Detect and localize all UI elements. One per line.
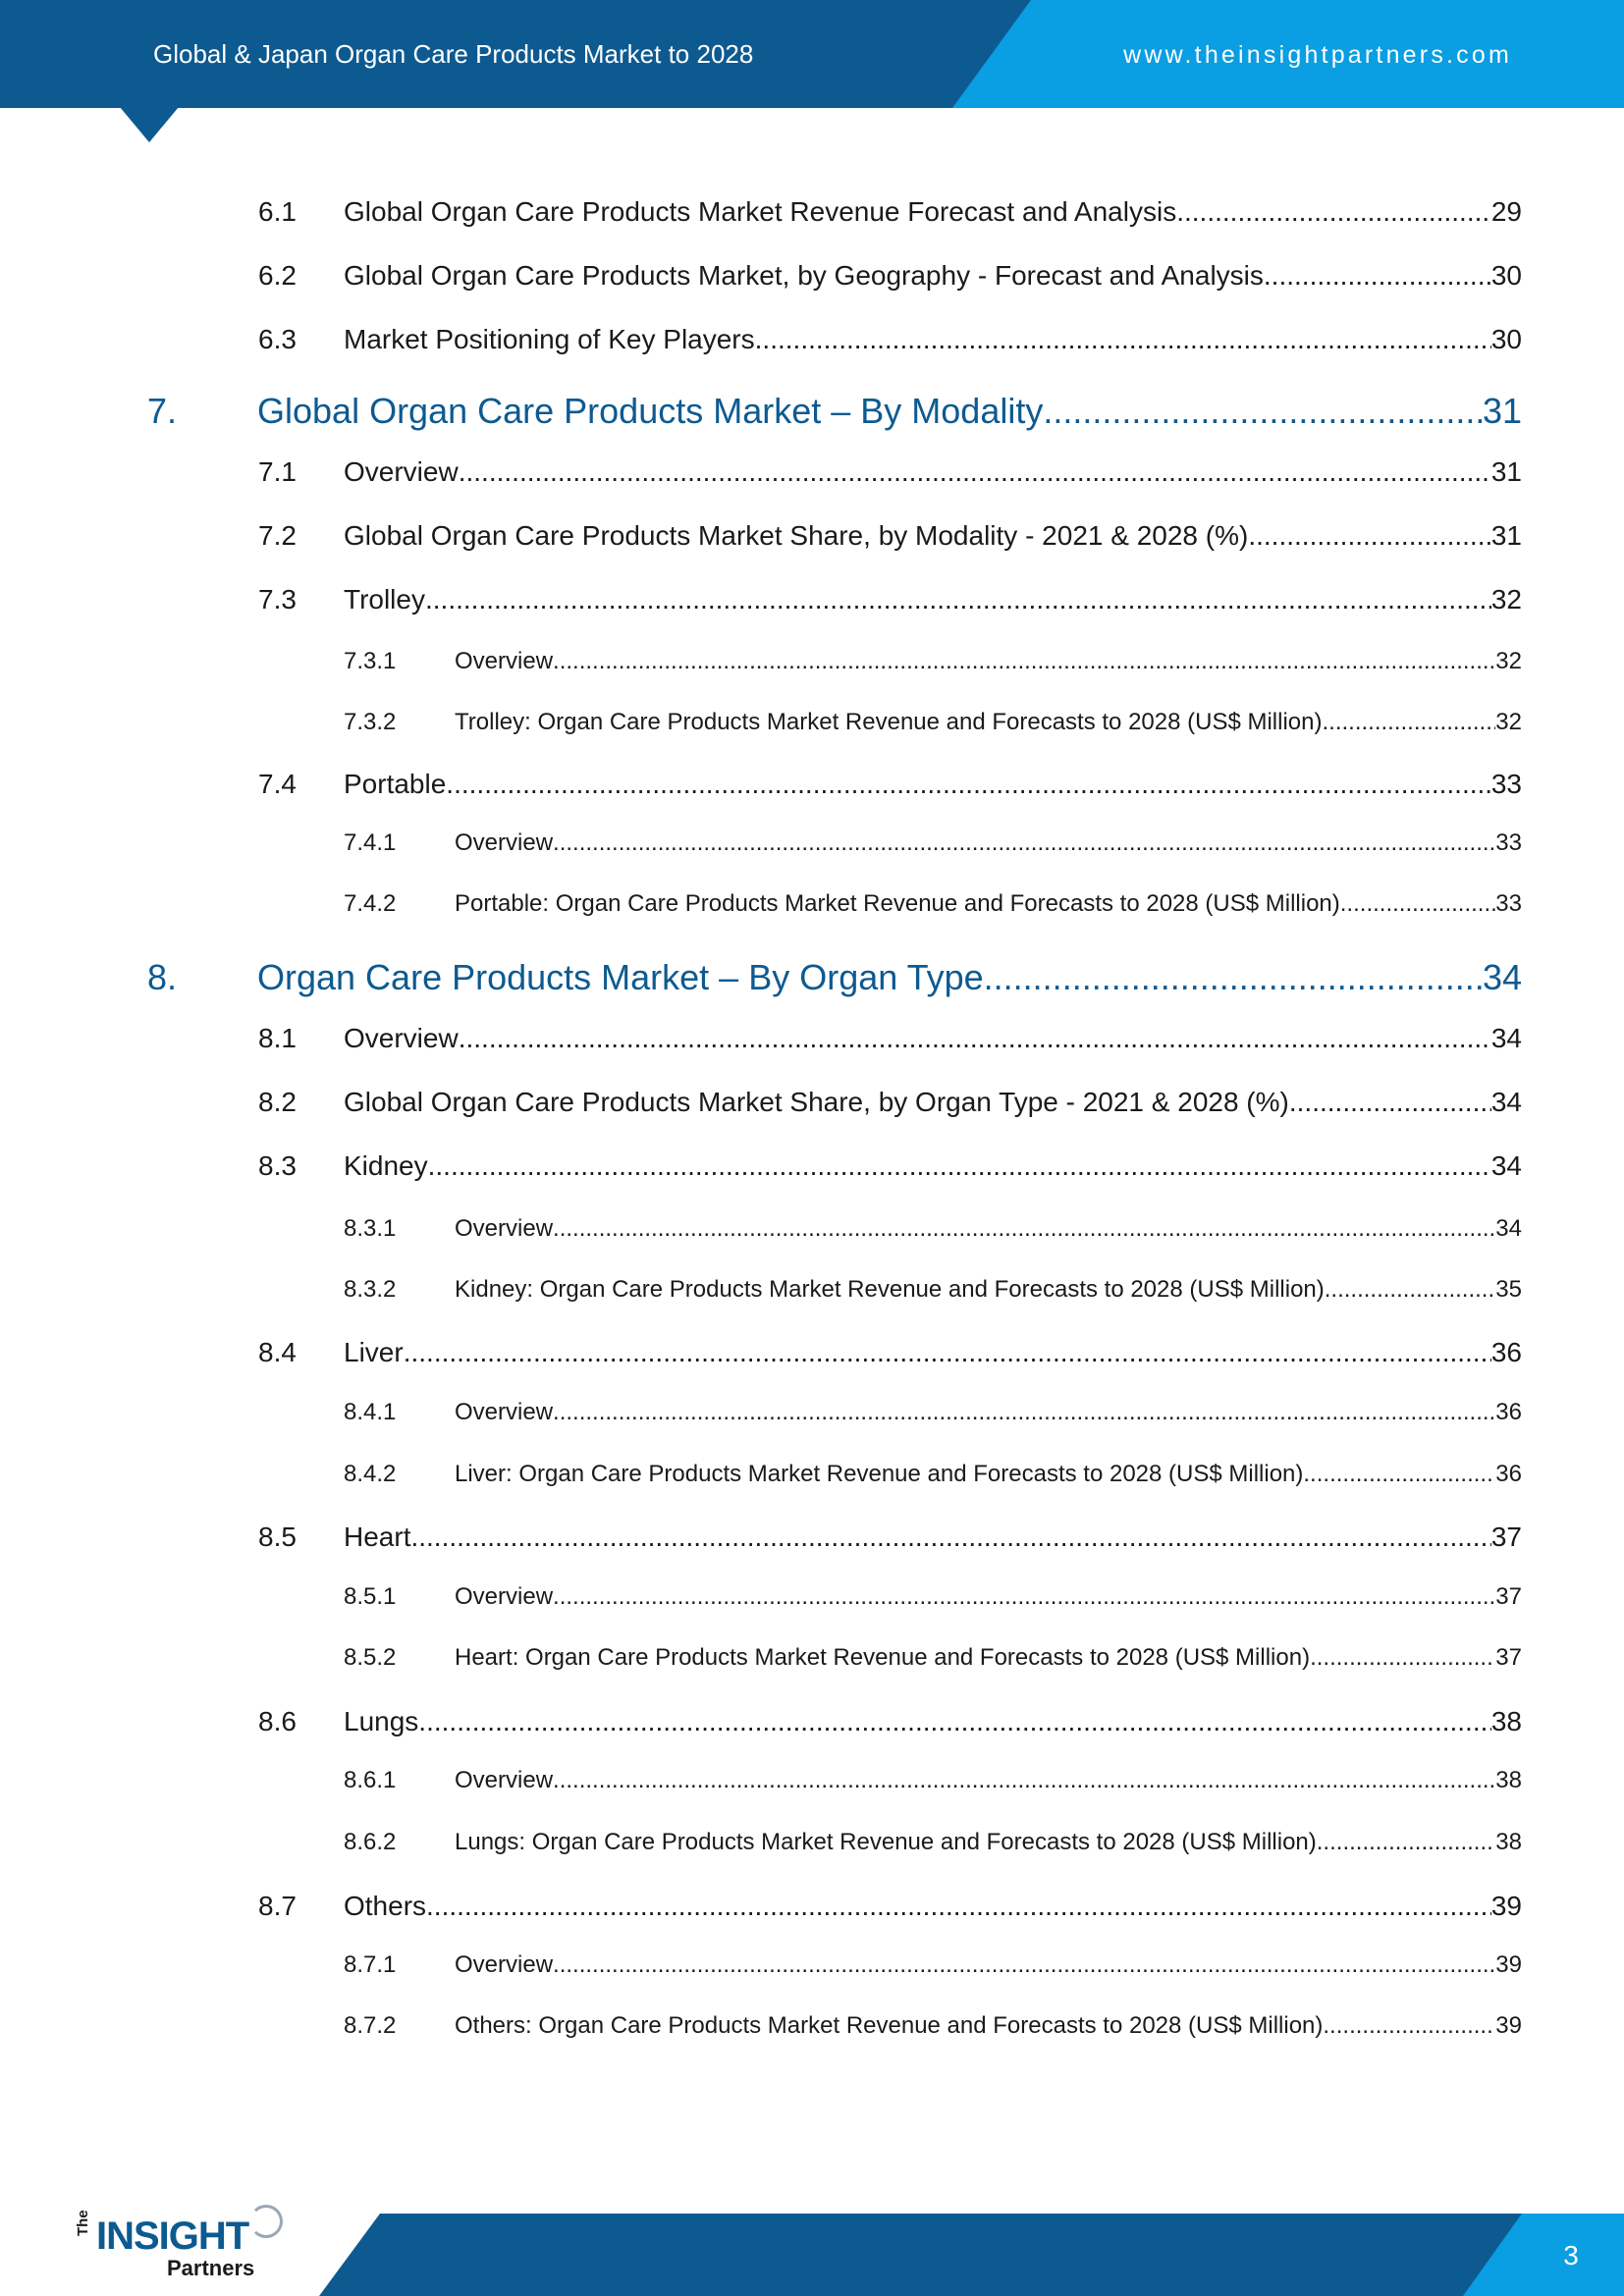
toc-leader-dots xyxy=(1323,2012,1495,2040)
toc-entry-page: 39 xyxy=(1495,1951,1522,1978)
toc-entry-number: 7. xyxy=(147,391,178,431)
toc-entry-page: 37 xyxy=(1495,1583,1522,1610)
toc-entry-level-2[interactable] xyxy=(258,456,1522,488)
toc-entry-level-3[interactable] xyxy=(344,648,1522,675)
toc-entry-level-1[interactable] xyxy=(147,957,1522,998)
toc-leader-dots xyxy=(553,1215,1495,1243)
toc-entry-level-3[interactable] xyxy=(344,1399,1522,1426)
toc-entry-page: 38 xyxy=(1495,1829,1522,1855)
toc-entry-title: Liver: Organ Care Products Market Revenue and Forecasts to 2028 (US$ Million) xyxy=(455,1461,1304,1487)
toc-entry-level-2[interactable] xyxy=(258,584,1522,615)
toc-leader-dots xyxy=(446,769,1491,800)
toc-entry-level-2[interactable] xyxy=(258,1023,1522,1054)
toc-entry-number: 7.3.2 xyxy=(344,709,397,735)
toc-entry-page: 30 xyxy=(1490,324,1522,354)
toc-entry-number: 8.7 xyxy=(258,1891,297,1921)
toc-entry-page: 32 xyxy=(1490,584,1522,614)
toc-entry-number: 8.7.2 xyxy=(344,2012,397,2039)
report-title: Global & Japan Organ Care Products Market to 2028 xyxy=(153,39,754,69)
logo-swoosh-icon xyxy=(249,2205,283,2238)
toc-leader-dots xyxy=(1264,260,1491,292)
toc-entry-title: Overview xyxy=(455,1399,554,1425)
toc-entry-number: 7.3.1 xyxy=(344,648,397,674)
toc-entry-level-3[interactable] xyxy=(344,709,1522,736)
toc-entry-page: 33 xyxy=(1490,769,1522,799)
toc-entry-title: Global Organ Care Products Market – By Modality xyxy=(257,391,1044,431)
toc-entry-page: 36 xyxy=(1495,1461,1522,1487)
toc-entry-number: 8.6.1 xyxy=(344,1767,397,1793)
toc-entry-page: 31 xyxy=(1490,520,1522,551)
toc-leader-dots xyxy=(1317,1829,1496,1856)
toc-entry-page: 34 xyxy=(1490,1023,1522,1053)
toc-entry-number: 8.4 xyxy=(258,1337,297,1367)
toc-entry-page: 39 xyxy=(1495,2012,1522,2039)
toc-entry-level-2[interactable] xyxy=(258,196,1522,228)
toc-entry-number: 6.2 xyxy=(258,260,297,291)
toc-entry-page: 33 xyxy=(1495,829,1522,856)
toc-leader-dots xyxy=(1043,391,1483,432)
toc-entry-page: 37 xyxy=(1495,1644,1522,1671)
toc-leader-dots xyxy=(553,829,1495,857)
toc-entry-number: 7.3 xyxy=(258,584,297,614)
toc-entry-level-2[interactable] xyxy=(258,1337,1522,1368)
toc-entry-page: 35 xyxy=(1495,1276,1522,1303)
toc-entry-title: Lungs: Organ Care Products Market Revenue and Forecasts to 2028 (US$ Million) xyxy=(455,1829,1317,1855)
toc-entry-number: 8.2 xyxy=(258,1087,297,1117)
toc-entry-level-2[interactable] xyxy=(258,520,1522,552)
toc-leader-dots xyxy=(1340,890,1496,918)
toc-entry-title: Others: Organ Care Products Market Revenue and Forecasts to 2028 (US$ Million) xyxy=(455,2012,1324,2039)
toc-entry-page: 31 xyxy=(1490,456,1522,487)
toc-entry-level-3[interactable] xyxy=(344,1644,1522,1672)
toc-entry-title: Overview xyxy=(455,648,554,674)
toc-entry-level-2[interactable] xyxy=(258,1891,1522,1922)
toc-entry-title: Heart: Organ Care Products Market Revenue and Forecasts to 2028 (US$ Million) xyxy=(455,1644,1311,1671)
footer-band xyxy=(319,2214,1624,2296)
toc-entry-title: Portable: Organ Care Products Market Revenue and Forecasts to 2028 (US$ Million) xyxy=(455,890,1340,917)
toc-entry-title: Liver xyxy=(344,1337,404,1367)
page-number: 3 xyxy=(1563,2240,1579,2270)
toc-entry-title: Organ Care Products Market – By Organ Type xyxy=(257,957,984,997)
toc-entry-page: 30 xyxy=(1490,260,1522,291)
toc-leader-dots xyxy=(425,584,1491,615)
toc-leader-dots xyxy=(1310,1644,1495,1672)
toc-leader-dots xyxy=(404,1337,1491,1368)
toc-entry-title: Overview xyxy=(344,456,459,487)
toc-entry-title: Overview xyxy=(455,1951,554,1978)
toc-entry-title: Global Organ Care Products Market Revenue Forecast and Analysis xyxy=(344,196,1177,227)
toc-leader-dots xyxy=(428,1150,1491,1182)
toc-entry-page: 29 xyxy=(1490,196,1522,227)
toc-leader-dots xyxy=(553,1399,1495,1426)
toc-entry-title: Global Organ Care Products Market Share, by Organ Type - 2021 & 2028 (%) xyxy=(344,1087,1289,1117)
toc-entry-level-3[interactable] xyxy=(344,1276,1522,1304)
toc-leader-dots xyxy=(1248,520,1491,552)
toc-entry-title: Portable xyxy=(344,769,447,799)
toc-entry-level-3[interactable] xyxy=(344,1215,1522,1243)
toc-entry-level-1[interactable] xyxy=(147,391,1522,432)
toc-entry-number: 8.5.1 xyxy=(344,1583,397,1610)
toc-leader-dots xyxy=(418,1706,1491,1737)
toc-leader-dots xyxy=(1323,709,1496,736)
toc-leader-dots xyxy=(426,1891,1491,1922)
toc-entry-level-3[interactable] xyxy=(344,1951,1522,1979)
toc-entry-title: Overview xyxy=(455,1767,554,1793)
toc-entry-page: 36 xyxy=(1490,1337,1522,1367)
toc-entry-page: 34 xyxy=(1490,1150,1522,1181)
toc-entry-page: 38 xyxy=(1490,1706,1522,1736)
toc-entry-title: Overview xyxy=(455,829,554,856)
toc-entry-level-3[interactable] xyxy=(344,1583,1522,1611)
toc-leader-dots xyxy=(459,456,1491,488)
toc-entry-number: 8.6 xyxy=(258,1706,297,1736)
toc-entry-page: 32 xyxy=(1495,709,1522,735)
toc-entry-level-2[interactable] xyxy=(258,260,1522,292)
toc-leader-dots xyxy=(1176,196,1491,228)
toc-entry-level-2[interactable] xyxy=(258,769,1522,800)
toc-leader-dots xyxy=(410,1522,1490,1553)
toc-entry-number: 8. xyxy=(147,957,178,997)
toc-entry-title: Trolley xyxy=(344,584,425,614)
toc-entry-level-3[interactable] xyxy=(344,1461,1522,1488)
toc-entry-number: 6.3 xyxy=(258,324,297,354)
toc-entry-level-2[interactable] xyxy=(258,1087,1522,1118)
toc-entry-title: Global Organ Care Products Market Share, by Modality - 2021 & 2028 (%) xyxy=(344,520,1249,551)
toc-entry-number: 8.6.2 xyxy=(344,1829,397,1855)
toc-entry-number: 8.7.1 xyxy=(344,1951,397,1978)
logo-partners-text: Partners xyxy=(167,2256,255,2280)
toc-entry-number: 8.1 xyxy=(258,1023,297,1053)
toc-leader-dots xyxy=(553,1583,1495,1611)
toc-entry-number: 8.5 xyxy=(258,1522,297,1552)
toc-entry-number: 7.2 xyxy=(258,520,297,551)
toc-entry-level-2[interactable] xyxy=(258,1706,1522,1737)
toc-entry-level-2[interactable] xyxy=(258,1522,1522,1553)
toc-entry-level-3[interactable] xyxy=(344,829,1522,857)
toc-entry-title: Global Organ Care Products Market, by Geography - Forecast and Analysis xyxy=(344,260,1264,291)
toc-entry-number: 8.4.2 xyxy=(344,1461,397,1487)
toc-entry-level-2[interactable] xyxy=(258,1150,1522,1182)
toc-entry-title: Overview xyxy=(455,1583,554,1610)
toc-entry-number: 7.4 xyxy=(258,769,297,799)
toc-entry-page: 37 xyxy=(1490,1522,1522,1552)
toc-leader-dots xyxy=(984,957,1483,998)
toc-entry-page: 34 xyxy=(1482,957,1522,997)
page-header xyxy=(0,0,1624,108)
toc-entry-number: 7.4.1 xyxy=(344,829,397,856)
toc-entry-number: 8.4.1 xyxy=(344,1399,397,1425)
toc-entry-page: 38 xyxy=(1495,1767,1522,1793)
toc-leader-dots xyxy=(553,648,1495,675)
toc-entry-title: Others xyxy=(344,1891,427,1921)
toc-entry-title: Overview xyxy=(455,1215,554,1242)
toc-entry-level-3[interactable] xyxy=(344,2012,1522,2040)
toc-entry-number: 6.1 xyxy=(258,196,297,227)
toc-entry-title: Trolley: Organ Care Products Market Revenue and Forecasts to 2028 (US$ Million) xyxy=(455,709,1323,735)
website-link[interactable]: www.theinsightpartners.com xyxy=(1123,41,1512,69)
toc-entry-title: Lungs xyxy=(344,1706,419,1736)
toc-leader-dots xyxy=(553,1767,1495,1794)
toc-entry-page: 34 xyxy=(1490,1087,1522,1117)
toc-entry-level-3[interactable] xyxy=(344,1767,1522,1794)
toc-entry-title: Kidney xyxy=(344,1150,428,1181)
toc-entry-title: Kidney: Organ Care Products Market Revenue and Forecasts to 2028 (US$ Million) xyxy=(455,1276,1325,1303)
toc-entry-page: 32 xyxy=(1495,648,1522,674)
toc-entry-page: 33 xyxy=(1495,890,1522,917)
logo-insight-text: INSIGHT xyxy=(96,2215,249,2258)
toc-leader-dots xyxy=(1303,1461,1495,1488)
toc-leader-dots xyxy=(1289,1087,1491,1118)
toc-entry-number: 7.1 xyxy=(258,456,297,487)
toc-entry-page: 39 xyxy=(1490,1891,1522,1921)
toc-entry-number: 8.3 xyxy=(258,1150,297,1181)
toc-leader-dots xyxy=(553,1951,1495,1979)
toc-entry-title: Heart xyxy=(344,1522,411,1552)
toc-leader-dots xyxy=(1325,1276,1496,1304)
toc-entry-number: 8.3.2 xyxy=(344,1276,397,1303)
toc-entry-title: Market Positioning of Key Players xyxy=(344,324,755,354)
toc-entry-number: 7.4.2 xyxy=(344,890,397,917)
toc-entry-page: 36 xyxy=(1495,1399,1522,1425)
logo-the-text: The xyxy=(75,2210,91,2236)
toc-entry-number: 8.5.2 xyxy=(344,1644,397,1671)
toc-entry-level-3[interactable] xyxy=(344,890,1522,918)
toc-leader-dots xyxy=(755,324,1491,355)
toc-entry-level-3[interactable] xyxy=(344,1829,1522,1856)
header-notch xyxy=(120,107,179,142)
toc-entry-number: 8.3.1 xyxy=(344,1215,397,1242)
toc-entry-title: Overview xyxy=(344,1023,459,1053)
toc-leader-dots xyxy=(459,1023,1491,1054)
toc-entry-level-2[interactable] xyxy=(258,324,1522,355)
toc-entry-page: 31 xyxy=(1482,391,1522,431)
company-logo xyxy=(75,2205,300,2283)
toc-entry-page: 34 xyxy=(1495,1215,1522,1242)
